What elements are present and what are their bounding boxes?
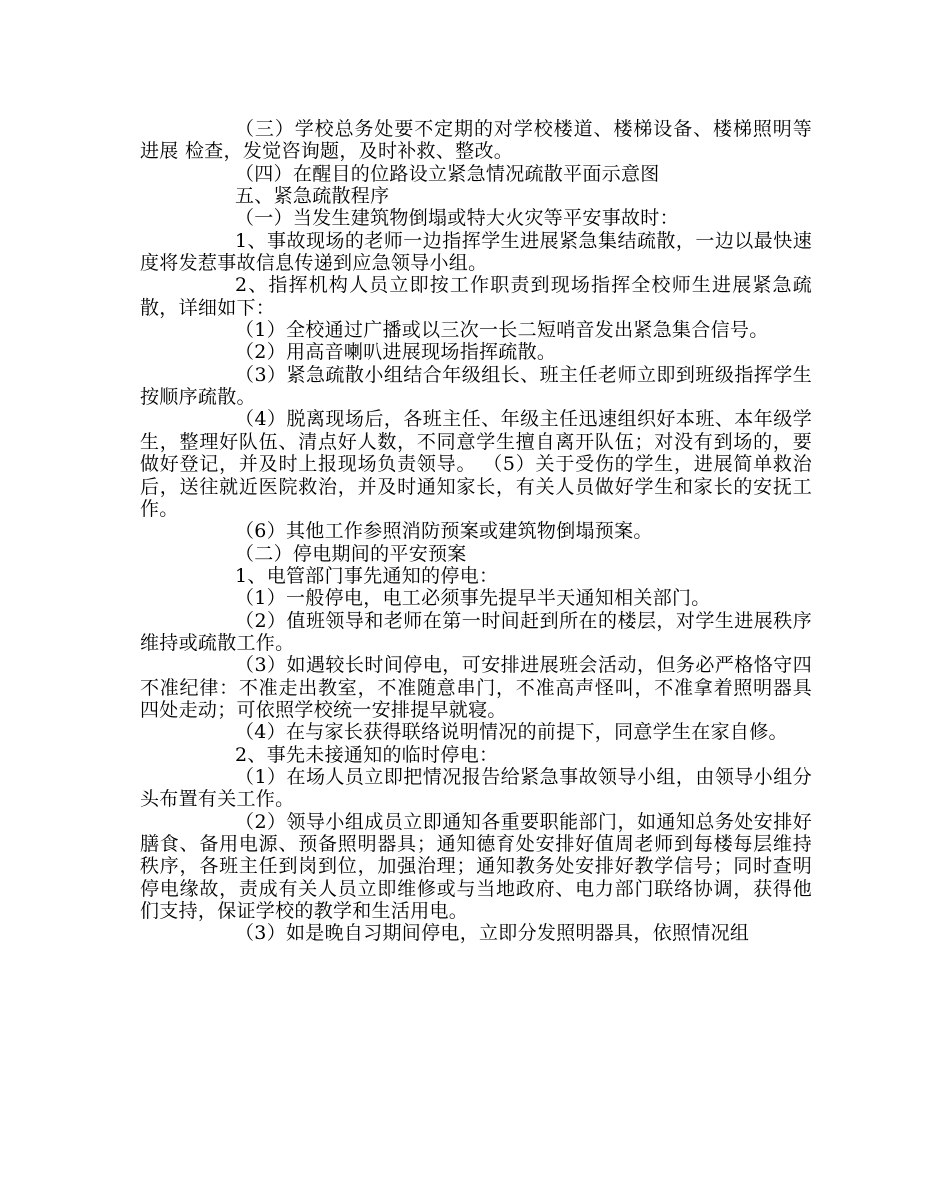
paragraph: （3）如遇较长时间停电，可安排进展班会活动，但务必严格恪守四不准纪律：不准走出教室，不准随意串门，不准高声怪叫，不准拿着照明器具四处走动；可依照学校统一安排提早就寝。 bbox=[140, 654, 812, 721]
paragraph: （四）在醒目的位路设立紧急情况疏散平面示意图 bbox=[235, 162, 660, 185]
paragraph: （2）用高音喇叭进展现场指挥疏散。 bbox=[235, 341, 557, 364]
subsection-heading: （二）停电期间的平安预案 bbox=[235, 542, 467, 565]
section-heading: 五、紧急疏散程序 bbox=[235, 185, 390, 208]
paragraph: （三）学校总务处要不定期的对学校楼道、楼梯设备、楼梯照明等进展 检查，发觉咨询题，及时补救、整改。 bbox=[140, 118, 812, 163]
subsection-heading: （一）当发生建筑物倒塌或特大火灾等平安事故时： bbox=[235, 207, 679, 230]
paragraph: 1、事故现场的老师一边指挥学生进展紧急集结疏散，一边以最快速度将发惹事故信息传递到应急领导小组。 bbox=[140, 229, 812, 275]
paragraph: （3）紧急疏散小组结合年级组长、班主任老师立即到班级指挥学生按顺序疏散。 bbox=[140, 363, 812, 409]
paragraph: （2）领导小组成员立即通知各重要职能部门，如通知总务处安排好膳食、备用电源、预备照明器具；通知德育处安排好值周老师到每楼每层维持秩序，各班主任到岗到位，加强治理；通知教务处安排好教学信号；同时查明停电缘故，责成有关人员立即维修或与当地政府、电力部门联络协调，获得他们支持，保证学校的教学和生活用电。 bbox=[140, 810, 812, 923]
paragraph: （1）在场人员立即把情况报告给紧急事故领导小组，由领导小组分头布置有关工作。 bbox=[140, 765, 812, 811]
paragraph: （6）其他工作参照消防预案或建筑物倒塌预案。 bbox=[235, 520, 653, 543]
paragraph: （4）脱离现场后，各班主任、年级主任迅速组织好本班、本年级学生，整理好队伍、清点好人数，不同意学生擅自离开队伍；对没有到场的，要做好登记，并及时上报现场负责领导。 （5）关于受伤的学生，进展简单救治后，送往就近医院救治，并及时通知家长，有关人员做好学生和家长的安抚工作。 bbox=[140, 408, 812, 520]
paragraph: 2、事先未接通知的临时停电： bbox=[235, 743, 499, 766]
paragraph: （1）一般停电，电工必须事先提早半天通知相关部门。 bbox=[235, 587, 711, 610]
paragraph: （1）全校通过广播或以三次一长二短哨音发出紧急集合信号。 bbox=[235, 319, 769, 342]
paragraph: 2、指挥机构人员立即按工作职责到现场指挥全校师生进展紧急疏散，详细如下： bbox=[140, 274, 812, 319]
paragraph: （3）如是晚自习期间停电，立即分发照明器具，依照情况组 bbox=[235, 922, 750, 945]
paragraph: （4）在与家长获得联络说明情况的前提下，同意学生在家自修。 bbox=[235, 721, 788, 744]
document-body bbox=[140, 118, 812, 945]
paragraph: （2）值班领导和老师在第一时间赶到所在的楼层，对学生进展秩序维持或疏散工作。 bbox=[140, 609, 812, 654]
paragraph: 1、电管部门事先通知的停电： bbox=[235, 564, 499, 587]
